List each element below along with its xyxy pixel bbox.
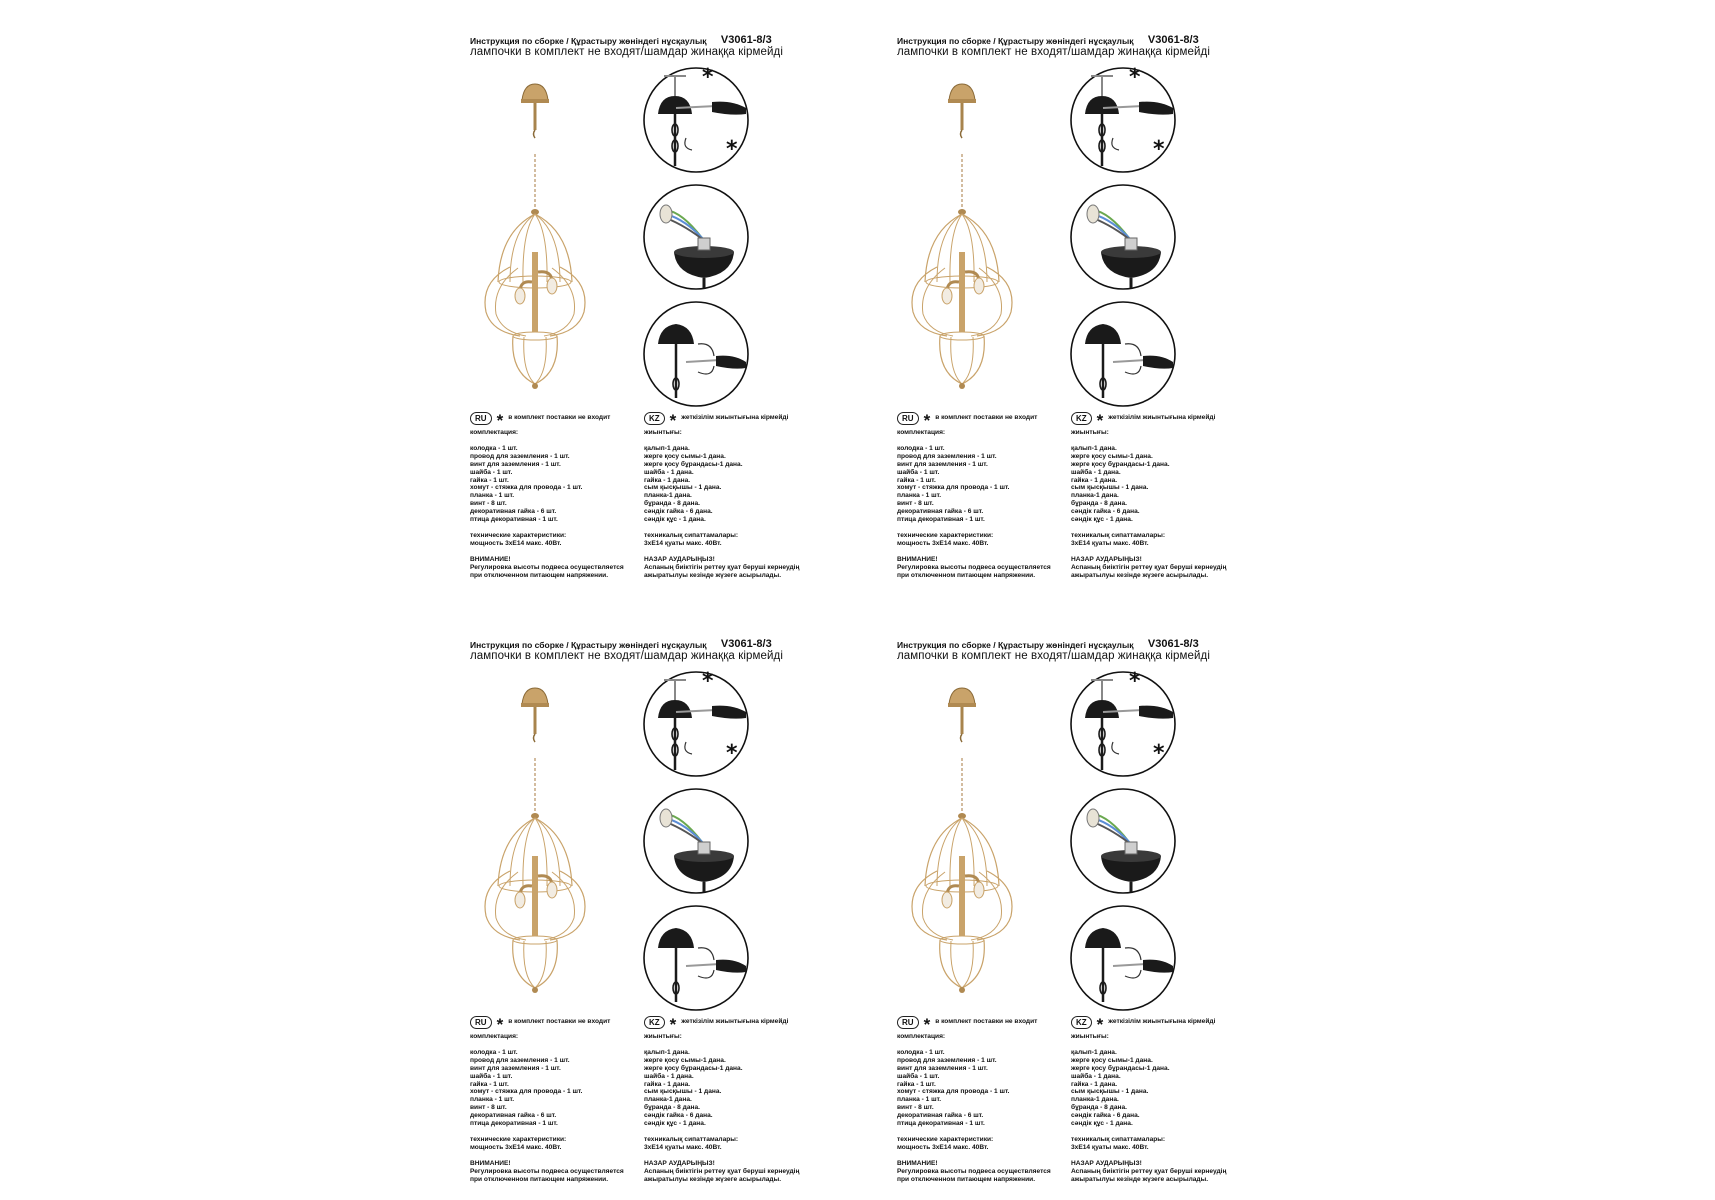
kz-legend-text: жеткізілім жиынтығына кірмейді [681, 1018, 789, 1026]
ru-kit-item: хомут - стяжка для провода - 1 шт. [897, 484, 1010, 492]
ru-kit-item: колодка - 1 шт. [470, 444, 518, 452]
kz-kit-item: сәндік құс - 1 дана. [1071, 516, 1133, 524]
bulbs-note: лампочки в комплект не входят/шамдар жинаққа кірмейді [470, 650, 783, 662]
ru-kit-item: птица декоративная - 1 шт. [470, 516, 558, 524]
sheet-header [897, 632, 1297, 662]
ru-kit-list [897, 1049, 1072, 1128]
ru-kit-item: шайба - 1 шт. [897, 1072, 940, 1080]
wiring-connection-icon [644, 789, 748, 893]
kz-kit-title: жиынтығы: [644, 429, 682, 436]
model-number: V3061-8/3 [1147, 638, 1199, 650]
kz-warning-line: Аспаның биіктігін реттеу қуат беруші кернеудің [644, 563, 800, 571]
kz-spec-value: 3хЕ14 қуаты макс. 40Вт. [644, 539, 722, 547]
svg-text:*: * [726, 741, 738, 766]
assembly-steps [642, 62, 750, 412]
kz-kit-item: шайба - 1 дана. [1071, 468, 1121, 476]
kz-kit-item: сым қысқышы - 1 дана. [644, 1088, 722, 1096]
assembly-steps [1069, 62, 1177, 412]
kz-kit-item: сым қысқышы - 1 дана. [1071, 1088, 1149, 1096]
kz-spec-value: 3хЕ14 қуаты макс. 40Вт. [1071, 539, 1149, 547]
kz-kit-item: жерге қосу сымы-1 дана. [1071, 1056, 1153, 1064]
ru-legend-text: в комплект поставки не входит [508, 414, 611, 422]
kz-kit-item: сәндік гайка - 6 дана. [644, 508, 713, 516]
kz-kit-item: шайба - 1 дана. [644, 468, 694, 476]
kz-section [644, 410, 844, 580]
bulbs-note: лампочки в комплект не входят/шамдар жинаққа кірмейді [897, 650, 1210, 662]
ru-kit-item: провод для заземления - 1 шт. [470, 1056, 570, 1064]
kz-kit-item: планка-1 дана. [644, 492, 692, 500]
ru-kit-item: декоративная гайка - 6 шт. [897, 508, 984, 516]
ru-kit-item: птица декоративная - 1 шт. [897, 1120, 985, 1128]
ru-kit-item: винт для заземления - 1 шт. [470, 460, 561, 468]
ru-section [470, 1014, 645, 1184]
ru-warning-line: Регулировка высоты подвеса осуществляется [897, 563, 1051, 571]
ru-kit-item: гайка - 1 шт. [470, 476, 509, 484]
kz-kit-item: шайба - 1 дана. [644, 1072, 694, 1080]
asterisk-icon: * [669, 1015, 677, 1034]
ru-kit-item: декоративная гайка - 6 шт. [470, 508, 557, 516]
instruction-sheet [470, 28, 870, 588]
asterisk-icon: * [1096, 1015, 1104, 1034]
kz-kit-item: гайка - 1 дана. [644, 1080, 691, 1088]
ru-spec-value: мощность 3хЕ14 макс. 40Вт. [470, 539, 562, 547]
instruction-title: Инструкция по сборке / Құрастыру жөніндегі нұсқаулық [897, 640, 1134, 650]
chain-ceiling-mount-icon [1071, 669, 1175, 776]
canopy-screw-icon [644, 302, 748, 406]
ru-section [470, 410, 645, 580]
kz-legend-text: жеткізілім жиынтығына кірмейді [1108, 1018, 1216, 1026]
kz-kit-item: сым қысқышы - 1 дана. [644, 484, 722, 492]
ru-kit-item: гайка - 1 шт. [897, 476, 936, 484]
ru-warning-title: ВНИМАНИЕ! [470, 555, 511, 563]
svg-text:*: * [702, 669, 714, 694]
ru-kit-item: винт - 8 шт. [897, 500, 934, 508]
svg-text:*: * [1129, 669, 1141, 694]
model-number: V3061-8/3 [720, 638, 772, 650]
ru-warning-title: ВНИМАНИЕ! [897, 555, 938, 563]
svg-text:*: * [702, 65, 714, 90]
ru-kit-title: комплектация: [897, 429, 946, 436]
kz-kit-item: жерге қосу бұрандасы-1 дана. [1071, 460, 1170, 468]
kz-kit-item: қалып-1 дана. [1071, 444, 1117, 452]
pendant-cage-lamp-icon [907, 686, 1017, 996]
instruction-title: Инструкция по сборке / Құрастыру жөніндегі нұсқаулық [470, 36, 707, 46]
model-number: V3061-8/3 [720, 34, 772, 46]
kz-kit-list [1071, 445, 1271, 524]
wiring-connection-icon [1071, 789, 1175, 893]
kz-kit-item: планка-1 дана. [1071, 492, 1119, 500]
asterisk-icon: * [1096, 411, 1104, 430]
ru-spec-title: технические характеристики: [470, 531, 567, 539]
ru-spec-value: мощность 3хЕ14 макс. 40Вт. [897, 1143, 989, 1151]
ru-warning-line: при отключенном питающем напряжении. [897, 1175, 1036, 1183]
ru-kit-item: провод для заземления - 1 шт. [897, 452, 997, 460]
ru-warning-line: при отключенном питающем напряжении. [897, 571, 1036, 579]
kz-spec-value: 3хЕ14 қуаты макс. 40Вт. [1071, 1143, 1149, 1151]
kz-section [1071, 410, 1271, 580]
ru-kit-item: планка - 1 шт. [897, 492, 942, 500]
kz-kit-item: планка-1 дана. [1071, 1096, 1119, 1104]
kz-warning-line: Аспаның биіктігін реттеу қуат беруші кернеудің [1071, 563, 1227, 571]
kz-kit-item: сәндік құс - 1 дана. [644, 1120, 706, 1128]
bulbs-note: лампочки в комплект не входят/шамдар жинаққа кірмейді [897, 46, 1210, 58]
bulbs-note: лампочки в комплект не входят/шамдар жинаққа кірмейді [470, 46, 783, 58]
ru-warning-title: ВНИМАНИЕ! [470, 1159, 511, 1167]
ru-spec-value: мощность 3хЕ14 макс. 40Вт. [470, 1143, 562, 1151]
ru-kit-item: декоративная гайка - 6 шт. [470, 1112, 557, 1120]
kz-section [1071, 1014, 1271, 1184]
kz-badge: KZ [644, 412, 665, 425]
kz-badge: KZ [1071, 1016, 1092, 1029]
ru-legend-text: в комплект поставки не входит [935, 1018, 1038, 1026]
kz-kit-item: қалып-1 дана. [1071, 1048, 1117, 1056]
ru-kit-item: птица декоративная - 1 шт. [897, 516, 985, 524]
ru-kit-item: хомут - стяжка для провода - 1 шт. [470, 1088, 583, 1096]
instruction-sheet [470, 632, 870, 1192]
kz-warning-title: НАЗАР АУДАРЫҢЫЗ! [644, 1159, 715, 1167]
kz-warning-line: Аспаның биіктігін реттеу қуат беруші кернеудің [1071, 1167, 1227, 1175]
kz-kit-item: бұранда - 8 дана. [644, 1104, 700, 1112]
ru-kit-item: гайка - 1 шт. [470, 1080, 509, 1088]
ru-spec-title: технические характеристики: [897, 531, 994, 539]
asterisk-icon: * [496, 411, 504, 430]
chain-ceiling-mount-icon [644, 669, 748, 776]
ru-kit-item: провод для заземления - 1 шт. [470, 452, 570, 460]
chain-ceiling-mount-icon [1071, 65, 1175, 172]
ru-kit-item: гайка - 1 шт. [897, 1080, 936, 1088]
ru-warning-line: Регулировка высоты подвеса осуществляется [897, 1167, 1051, 1175]
kz-warning-line: Аспаның биіктігін реттеу қуат беруші кернеудің [644, 1167, 800, 1175]
kz-kit-list [644, 1049, 844, 1128]
svg-text:*: * [726, 137, 738, 162]
ru-kit-title: комплектация: [470, 429, 519, 436]
ru-kit-item: хомут - стяжка для провода - 1 шт. [470, 484, 583, 492]
instruction-sheet [897, 632, 1297, 1192]
kz-kit-title: жиынтығы: [1071, 429, 1109, 436]
kz-kit-title: жиынтығы: [644, 1033, 682, 1040]
kz-kit-item: сәндік құс - 1 дана. [1071, 1120, 1133, 1128]
kz-kit-item: гайка - 1 дана. [1071, 1080, 1118, 1088]
ru-spec-title: технические характеристики: [897, 1135, 994, 1143]
ru-kit-item: шайба - 1 шт. [470, 468, 513, 476]
ru-kit-list [897, 445, 1072, 524]
kz-kit-item: қалып-1 дана. [644, 444, 690, 452]
ru-badge: RU [470, 412, 492, 425]
sheet-header [897, 28, 1297, 58]
ru-badge: RU [897, 1016, 919, 1029]
ru-section [897, 1014, 1072, 1184]
kz-kit-item: сәндік гайка - 6 дана. [1071, 1112, 1140, 1120]
wiring-connection-icon [1071, 185, 1175, 289]
pendant-cage-lamp-icon [907, 82, 1017, 392]
kz-legend-text: жеткізілім жиынтығына кірмейді [681, 414, 789, 422]
kz-kit-item: сәндік құс - 1 дана. [644, 516, 706, 524]
kz-spec-title: техникалық сипаттамалары: [644, 1135, 739, 1143]
pendant-cage-lamp-icon [480, 82, 590, 392]
kz-warning-title: НАЗАР АУДАРЫҢЫЗ! [644, 555, 715, 563]
kz-kit-item: жерге қосу бұрандасы-1 дана. [1071, 1064, 1170, 1072]
kz-warning-line: ажыратылуы кезінде жүзеге асырылады. [1071, 1175, 1209, 1183]
kz-warning-title: НАЗАР АУДАРЫҢЫЗ! [1071, 555, 1142, 563]
kz-kit-item: планка-1 дана. [644, 1096, 692, 1104]
kz-kit-item: жерге қосу сымы-1 дана. [1071, 452, 1153, 460]
kz-kit-item: сәндік гайка - 6 дана. [1071, 508, 1140, 516]
model-number: V3061-8/3 [1147, 34, 1199, 46]
asterisk-icon: * [923, 1015, 931, 1034]
kz-section [644, 1014, 844, 1184]
ru-kit-item: шайба - 1 шт. [470, 1072, 513, 1080]
sheet-header [470, 632, 870, 662]
ru-warning-line: Регулировка высоты подвеса осуществляется [470, 563, 624, 571]
ru-kit-item: хомут - стяжка для провода - 1 шт. [897, 1088, 1010, 1096]
kz-kit-item: сым қысқышы - 1 дана. [1071, 484, 1149, 492]
ru-kit-item: провод для заземления - 1 шт. [897, 1056, 997, 1064]
ru-kit-item: винт для заземления - 1 шт. [897, 1064, 988, 1072]
ru-warning-line: при отключенном питающем напряжении. [470, 571, 609, 579]
instruction-title: Инструкция по сборке / Құрастыру жөніндегі нұсқаулық [470, 640, 707, 650]
ru-kit-list [470, 445, 645, 524]
kz-kit-item: гайка - 1 дана. [644, 476, 691, 484]
kz-kit-item: қалып-1 дана. [644, 1048, 690, 1056]
kz-spec-title: техникалық сипаттамалары: [1071, 531, 1166, 539]
asterisk-icon: * [496, 1015, 504, 1034]
kz-badge: KZ [1071, 412, 1092, 425]
ru-kit-item: планка - 1 шт. [470, 1096, 515, 1104]
canopy-screw-icon [1071, 906, 1175, 1010]
kz-spec-value: 3хЕ14 қуаты макс. 40Вт. [644, 1143, 722, 1151]
ru-kit-item: винт для заземления - 1 шт. [470, 1064, 561, 1072]
pendant-cage-lamp-icon [480, 686, 590, 996]
ru-kit-item: декоративная гайка - 6 шт. [897, 1112, 984, 1120]
ru-kit-item: колодка - 1 шт. [470, 1048, 518, 1056]
kz-kit-item: сәндік гайка - 6 дана. [644, 1112, 713, 1120]
chain-ceiling-mount-icon [644, 65, 748, 172]
kz-kit-list [644, 445, 844, 524]
ru-section [897, 410, 1072, 580]
kz-kit-item: гайка - 1 дана. [1071, 476, 1118, 484]
asterisk-icon: * [669, 411, 677, 430]
ru-warning-line: при отключенном питающем напряжении. [470, 1175, 609, 1183]
svg-text:*: * [1129, 65, 1141, 90]
kz-kit-item: бұранда - 8 дана. [1071, 1104, 1127, 1112]
kz-badge: KZ [644, 1016, 665, 1029]
kz-warning-line: ажыратылуы кезінде жүзеге асырылады. [644, 571, 782, 579]
kz-kit-title: жиынтығы: [1071, 1033, 1109, 1040]
ru-kit-item: винт - 8 шт. [470, 500, 507, 508]
instruction-sheet [897, 28, 1297, 588]
ru-kit-item: планка - 1 шт. [897, 1096, 942, 1104]
ru-badge: RU [897, 412, 919, 425]
kz-kit-item: жерге қосу бұрандасы-1 дана. [644, 460, 743, 468]
ru-kit-item: винт - 8 шт. [897, 1104, 934, 1112]
ru-warning-title: ВНИМАНИЕ! [897, 1159, 938, 1167]
kz-kit-item: жерге қосу сымы-1 дана. [644, 452, 726, 460]
instruction-title: Инструкция по сборке / Құрастыру жөніндегі нұсқаулық [897, 36, 1134, 46]
kz-kit-item: бұранда - 8 дана. [1071, 500, 1127, 508]
svg-text:*: * [1153, 137, 1165, 162]
kz-kit-item: шайба - 1 дана. [1071, 1072, 1121, 1080]
assembly-steps [1069, 666, 1177, 1016]
ru-legend-text: в комплект поставки не входит [935, 414, 1038, 422]
kz-warning-line: ажыратылуы кезінде жүзеге асырылады. [1071, 571, 1209, 579]
ru-kit-item: колодка - 1 шт. [897, 1048, 945, 1056]
assembly-steps [642, 666, 750, 1016]
kz-kit-item: бұранда - 8 дана. [644, 500, 700, 508]
ru-kit-title: комплектация: [897, 1033, 946, 1040]
ru-kit-item: птица декоративная - 1 шт. [470, 1120, 558, 1128]
ru-spec-title: технические характеристики: [470, 1135, 567, 1143]
ru-spec-value: мощность 3хЕ14 макс. 40Вт. [897, 539, 989, 547]
kz-spec-title: техникалық сипаттамалары: [1071, 1135, 1166, 1143]
kz-kit-item: жерге қосу бұрандасы-1 дана. [644, 1064, 743, 1072]
ru-kit-item: планка - 1 шт. [470, 492, 515, 500]
ru-kit-item: винт - 8 шт. [470, 1104, 507, 1112]
kz-warning-title: НАЗАР АУДАРЫҢЫЗ! [1071, 1159, 1142, 1167]
ru-kit-title: комплектация: [470, 1033, 519, 1040]
kz-kit-list [1071, 1049, 1271, 1128]
ru-kit-item: винт для заземления - 1 шт. [897, 460, 988, 468]
wiring-connection-icon [644, 185, 748, 289]
ru-warning-line: Регулировка высоты подвеса осуществляется [470, 1167, 624, 1175]
kz-legend-text: жеткізілім жиынтығына кірмейді [1108, 414, 1216, 422]
kz-spec-title: техникалық сипаттамалары: [644, 531, 739, 539]
ru-badge: RU [470, 1016, 492, 1029]
ru-kit-item: шайба - 1 шт. [897, 468, 940, 476]
ru-kit-list [470, 1049, 645, 1128]
kz-kit-item: жерге қосу сымы-1 дана. [644, 1056, 726, 1064]
asterisk-icon: * [923, 411, 931, 430]
sheet-header [470, 28, 870, 58]
ru-legend-text: в комплект поставки не входит [508, 1018, 611, 1026]
kz-warning-line: ажыратылуы кезінде жүзеге асырылады. [644, 1175, 782, 1183]
ru-kit-item: колодка - 1 шт. [897, 444, 945, 452]
canopy-screw-icon [644, 906, 748, 1010]
canopy-screw-icon [1071, 302, 1175, 406]
svg-text:*: * [1153, 741, 1165, 766]
